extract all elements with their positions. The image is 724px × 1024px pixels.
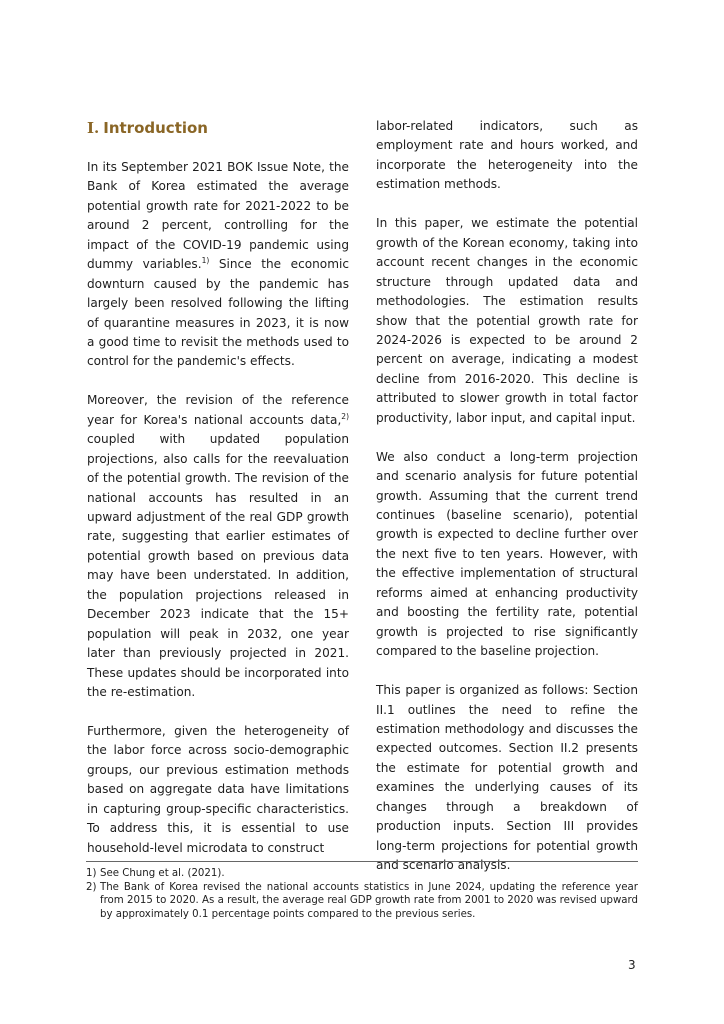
footnotes — [86, 867, 638, 921]
footnote — [86, 867, 638, 881]
footnote-number: 2) — [86, 881, 97, 893]
footnote-text: The Bank of Korea revised the national accounts statistics in June 2024, updating the reference year from 2015 to 2020. As a result, the average real GDP growth rate from 2001 to 2020 was revised upward by approximately 0.1 percentage points compared to the previous series. — [100, 881, 638, 920]
right-column — [376, 117, 638, 895]
paragraph — [87, 391, 349, 702]
footnote-ref[interactable]: 2) — [341, 411, 349, 421]
paragraph-text: Since the economic downturn caused by the pandemic has largely been resolved following the lifting of quarantine measures in 2023, it is now a good time to revisit the methods used to control for the pandemic's effects. — [87, 257, 349, 369]
paragraph-text: In its September 2021 BOK Issue Note, the Bank of Korea estimated the average potential growth rate for 2021-2022 to be around 2 percent, controlling for the impact of the COVID-19 pandemic using dummy variables. — [87, 159, 349, 272]
section-title: Introduction — [103, 119, 208, 137]
section-numeral: Ⅰ. — [87, 119, 100, 137]
footnote — [86, 881, 638, 922]
paragraph: This paper is organized as follows: Section II.1 outlines the need to refine the estimation methodology and discusses the expected outcomes. Section II.2 presents the estimate for potential growth and examines the underlying causes of its changes through a breakdown of production inputs. Section III provides long-term projections for potential growth and scenario analysis. — [376, 683, 638, 873]
section-heading — [87, 117, 349, 138]
page-number: 3 — [628, 958, 636, 972]
paragraph-text: coupled with updated population projections, also calls for the reevaluation of the potential growth. The revision of the national accounts has resulted in an upward adjustment of the real GDP growth rate, suggesting that earlier estimates of potential growth based on previous data may have been understated. In addition, the population projections released in December 2023 indicate that the 15+ population will peak in 2032, one year later than previously projected in 2021. These updates should be incorporated into the re-estimation. — [87, 432, 349, 700]
paragraph-text: Moreover, the revision of the reference year for Korea's national accounts data, — [87, 393, 349, 427]
footnote-ref[interactable]: 1) — [201, 256, 210, 266]
footnote-number: 1) — [86, 868, 97, 879]
footnote-text: See Chung et al. (2021). — [100, 868, 225, 879]
paragraph — [87, 158, 349, 372]
paragraph: labor-related indicators, such as employment rate and hours worked, and incorporate the heterogeneity into the estimation methods. — [376, 119, 638, 192]
paragraph: In this paper, we estimate the potential growth of the Korean economy, taking into account recent changes in the economic structure through updated data and methodologies. The estimation results show that the potential growth rate for 2024-2026 is expected to be around 2 percent on average, indicating a modest decline from 2016-2020. This decline is attributed to slower growth in total factor productivity, labor input, and capital input. — [376, 216, 638, 425]
paragraph: We also conduct a long-term projection and scenario analysis for future potential growth. Assuming that the current trend continues (baseline scenario), potential growth is expected to decline further over the next five to ten years. However, with the effective implementation of structural reforms aimed at enhancing productivity and boosting the fertility rate, potential growth is projected to rise significantly compared to the baseline projection. — [376, 449, 638, 659]
paragraph: Furthermore, given the heterogeneity of the labor force across socio-demographic groups, our previous estimation methods based on aggregate data have limitations in capturing group-specific characteristics. To address this, it is essential to use household-level microdata to construct — [87, 724, 349, 855]
left-column — [87, 117, 349, 878]
footnote-divider — [86, 861, 638, 862]
